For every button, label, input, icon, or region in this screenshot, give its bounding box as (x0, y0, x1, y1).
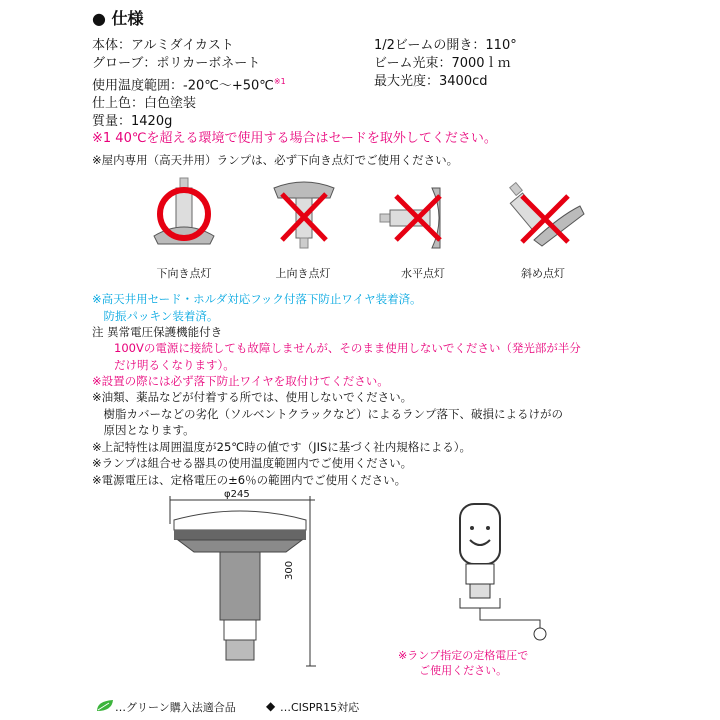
note-line: 樹脂カバーなどの劣化（ソルベントクラックなど）によるランプ落下、破損によるけがの (92, 406, 564, 421)
lamp-dimension-drawing (160, 496, 330, 676)
legend-green: …グリーン購入法適合品 (115, 701, 236, 714)
note-line: 防振パッキン装着済。 (92, 308, 219, 323)
diamond-icon: ◆ (266, 699, 276, 713)
notes-general (92, 389, 563, 488)
warning-line: ご使用ください。 (419, 664, 508, 677)
legend-cispr: …CISPR15対応 (280, 701, 360, 714)
outlet-icon (534, 628, 546, 640)
orientation-diagrams (140, 178, 620, 258)
notes-accessories (92, 291, 422, 324)
wiring-diagram (430, 496, 560, 646)
note-orientation: ※屋内専用（高天井用）ランプは、必ず下向き点灯でご使用ください。 (92, 153, 459, 167)
lamp-diagonal-icon (510, 183, 584, 246)
spec-globe: グローブ：ポリカーボネート (92, 56, 261, 71)
note-line: ※電源電圧は、定格電圧の±6％の範囲内でご使用ください。 (92, 472, 407, 487)
leaf-icon (95, 699, 115, 713)
voltage-warning (398, 648, 528, 678)
lamp-horizontal-icon (380, 188, 440, 248)
note-line: ※高天井用セード・ホルダ対応フック付落下防止ワイヤ装着済。 (92, 292, 422, 306)
spec-finish: 仕上色：白色塗装 (92, 96, 197, 112)
spec-temp-footnote: ※1 (273, 77, 286, 86)
spec-max-intensity: 最大光度：3400cd (374, 74, 488, 89)
note-wire: ※設置の際には必ず落下防止ワイヤを取付けてください。 (92, 374, 389, 388)
label-up: 上向き点灯 (275, 267, 331, 280)
warning-line: ※ランプ指定の定格電圧で (398, 649, 529, 662)
lamp-down-icon (154, 178, 214, 244)
spec-body: 本体：アルミダイカスト (92, 38, 234, 53)
dim-height-label: 300 (284, 560, 295, 580)
lamp-up-icon (274, 182, 334, 248)
note-line: だけ明るくなります）。 (114, 357, 235, 372)
spec-luminous-flux: ビーム光束：7000ｌｍ (374, 56, 511, 71)
note-voltage-detail (114, 340, 581, 373)
spec-temp: 使用温度範囲：-20℃～+50℃$^{※1}$ (92, 77, 286, 94)
section-title: ● 仕様 (92, 9, 144, 28)
spec-left (92, 37, 286, 131)
label-down: 下向き点灯 (156, 267, 212, 280)
spec-mass: 質量：1420g (92, 114, 173, 130)
note-temperature: ※1 40℃を超える環境で使用する場合はセードを取外してください。 (92, 131, 497, 146)
note-line: 100Vの電源に接続しても故障しませんが、そのまま使用しないでください（発光部が半分 (114, 341, 581, 355)
label-horizontal: 水平点灯 (401, 267, 445, 280)
lamp-face-icon (460, 504, 500, 564)
dim-width-label: φ245 (224, 489, 250, 500)
note-voltage-title: 注 異常電圧保護機能付き (92, 325, 223, 339)
spec-right (374, 37, 517, 91)
spec-beam-angle: 1/2ビームの開き：110° (374, 38, 517, 53)
note-line: ※ランプは組合せる器具の使用温度範囲内でご使用ください。 (92, 456, 413, 470)
note-line: 原因となります。 (92, 423, 195, 437)
note-line: ※上記特性は周囲温度が25℃時の値です（JISに基づく社内規格による）。 (92, 439, 472, 454)
label-diagonal: 斜め点灯 (521, 267, 565, 280)
note-line: ※油類、薬品などが付着する所では、使用しないでください。 (92, 390, 413, 404)
